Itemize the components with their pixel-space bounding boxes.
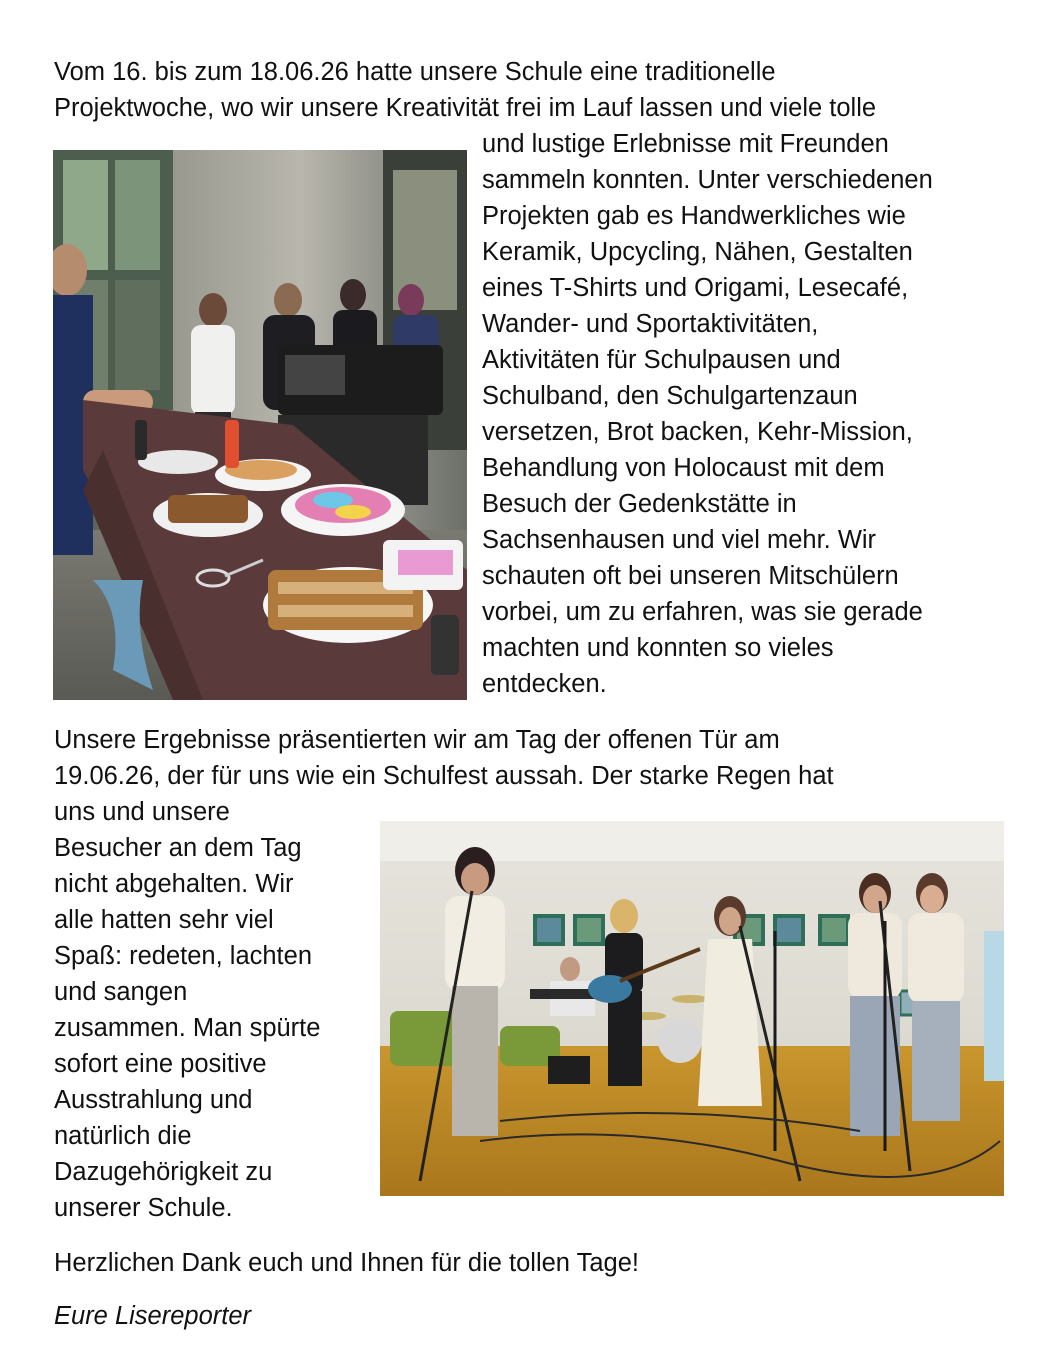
intro-wrap-line-4: Keramik, Upcycling, Nähen, Gestalten xyxy=(482,238,913,266)
second-wrap-line-9: Ausstrahlung und xyxy=(54,1086,253,1114)
intro-line-1: Vom 16. bis zum 18.06.26 hatte unsere Schule eine traditionelle xyxy=(54,58,776,86)
intro-line-2: Projektwoche, wo wir unsere Kreativität frei im Lauf lassen und viele tolle xyxy=(54,94,877,122)
second-wrap-line-7: zusammen. Man spürte xyxy=(54,1014,321,1042)
second-wrap-line-5: Spaß: redeten, lachten xyxy=(54,942,313,970)
intro-wrap-line-9: versetzen, Brot backen, Kehr-Mission, xyxy=(482,418,913,446)
intro-wrap-line-15: machten und konnten so vieles xyxy=(482,634,834,662)
intro-wrap-line-6: Wander- und Sportaktivitäten, xyxy=(482,310,819,338)
intro-wrap-line-10: Behandlung von Holocaust mit dem xyxy=(482,454,885,482)
intro-wrap-line-11: Besuch der Gedenkstätte in xyxy=(482,490,797,518)
second-wrap-line-10: natürlich die xyxy=(54,1122,192,1150)
intro-wrap-line-13: schauten oft bei unseren Mitschülern xyxy=(482,562,899,590)
second-wrap-line-11: Dazugehörigkeit zu xyxy=(54,1158,273,1186)
intro-wrap-line-2: sammeln konnten. Unter verschiedenen xyxy=(482,166,933,194)
project-week-food-photo xyxy=(53,150,467,700)
second-wrap-line-8: sofort eine positive xyxy=(54,1050,267,1078)
second-wrap-line-12: unserer Schule. xyxy=(54,1194,233,1222)
second-line-1: Unsere Ergebnisse präsentierten wir am Tag der offenen Tür am xyxy=(54,726,780,754)
thanks-line: Herzlichen Dank euch und Ihnen für die tollen Tage! xyxy=(54,1249,639,1277)
second-wrap-line-2: Besucher an dem Tag xyxy=(54,834,302,862)
second-wrap-line-6: und sangen xyxy=(54,978,188,1006)
second-wrap-line-3: nicht abgehalten. Wir xyxy=(54,870,294,898)
second-wrap-line-4: alle hatten sehr viel xyxy=(54,906,274,934)
intro-wrap-line-7: Aktivitäten für Schulpausen und xyxy=(482,346,841,374)
intro-wrap-line-16: entdecken. xyxy=(482,670,607,698)
intro-wrap-line-12: Sachsenhausen und viel mehr. Wir xyxy=(482,526,877,554)
intro-wrap-line-5: eines T-Shirts und Origami, Lesecafé, xyxy=(482,274,909,302)
intro-wrap-line-1: und lustige Erlebnisse mit Freunden xyxy=(482,130,889,158)
intro-wrap-line-3: Projekten gab es Handwerkliches wie xyxy=(482,202,906,230)
second-line-2: 19.06.26, der für uns wie ein Schulfest aussah. Der starke Regen hat xyxy=(54,762,834,790)
intro-wrap-line-8: Schulband, den Schulgartenzaun xyxy=(482,382,858,410)
signature: Eure Lisereporter xyxy=(54,1302,252,1330)
second-wrap-line-1: uns und unsere xyxy=(54,798,230,826)
school-band-photo xyxy=(380,821,1004,1196)
intro-wrap-line-14: vorbei, um zu erfahren, was sie gerade xyxy=(482,598,923,626)
